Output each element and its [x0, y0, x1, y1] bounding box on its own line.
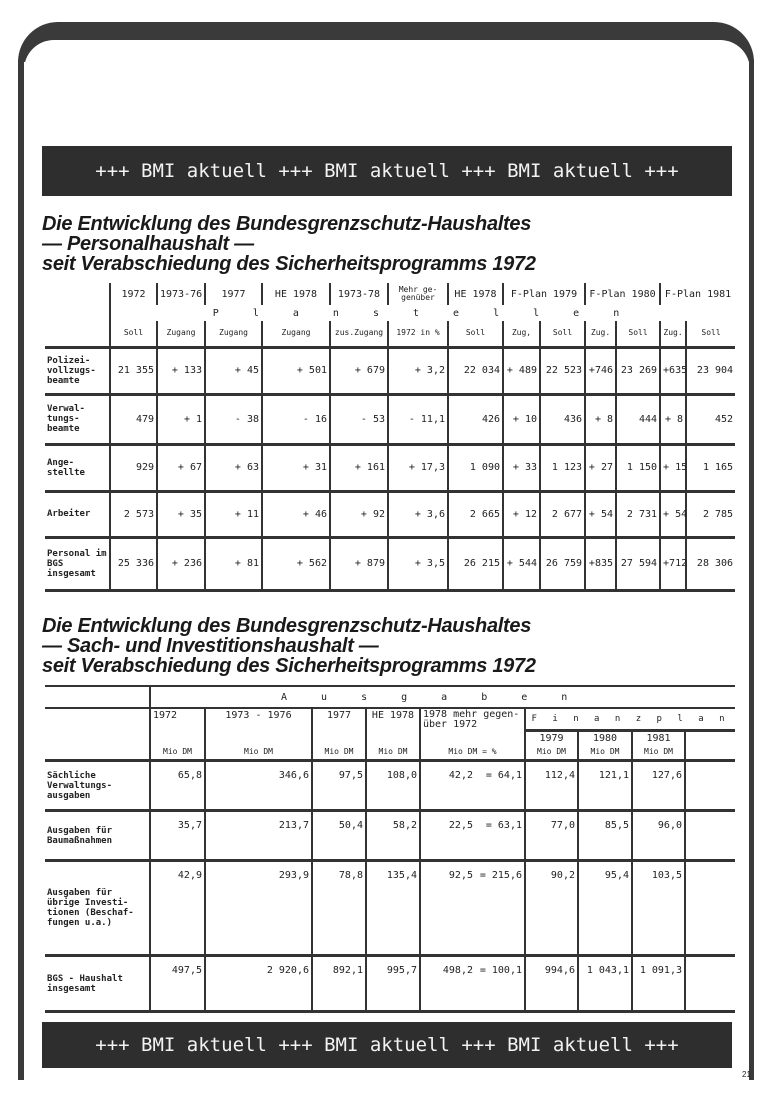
t1-header: 1973-78 [330, 283, 388, 305]
table-cell: + 45 [205, 347, 262, 394]
table-cell: 1 091,3 [632, 956, 685, 1011]
row-label: Sächliche Verwaltungs- ausgaben [45, 761, 150, 811]
t1-header: HE 1978 [448, 283, 503, 305]
table-row [45, 956, 735, 1011]
t2-header: 1977 [312, 708, 366, 745]
title2-line3: seit Verabschiedung des Sicherheitsprogramms 1972 [42, 655, 536, 677]
table-cell: +635 [660, 347, 686, 394]
title2-line2: — Sach- und Investitionshaushalt — [42, 635, 379, 657]
table-cell: 293,9 [205, 861, 312, 956]
table-cell: 42,2 [420, 761, 475, 811]
table-cell: + 1 [157, 394, 205, 444]
t2-unit: Mio DM [205, 745, 312, 761]
t2-header: 1978 mehr gegen- über 1972 [420, 708, 525, 745]
t1-subheader: zus.Zugang [330, 321, 388, 347]
table-cell: 497,5 [150, 956, 205, 1011]
t2-year: 1981 [632, 730, 685, 745]
table-cell: 929 [110, 444, 157, 491]
t2-finanzplan: F i n a n z p l a n [525, 708, 735, 730]
t2-year: 1979 [525, 730, 578, 745]
t1-header: Mehr ge- genüber [388, 283, 448, 305]
row-label: Ausgaben für übrige Investi- tionen (Beschaf- fungen u.a.) [45, 861, 150, 956]
table-cell: 50,4 [312, 811, 366, 861]
t1-header: 1972 [110, 283, 157, 305]
table-cell: 127,6 [632, 761, 685, 811]
sachhaushalt-table [45, 685, 735, 1011]
row-label: Verwal- tungs- beamte [45, 394, 110, 444]
table-cell: 346,6 [205, 761, 312, 811]
t1-subheader: Zug. [660, 321, 686, 347]
t1-subheader: Zug, [503, 321, 540, 347]
page-number: 21 [742, 1070, 751, 1079]
row-label: Ange- stellte [45, 444, 110, 491]
t1-bottom-rule [45, 589, 735, 592]
t2-span-label: A u s g a b e n [150, 686, 735, 708]
table-cell: + 8 [660, 394, 686, 444]
table-cell: 21 355 [110, 347, 157, 394]
t1-header: 1973-76 [157, 283, 205, 305]
t2-header: 1972 [150, 708, 205, 745]
table-cell: + 879 [330, 537, 388, 589]
table-row [45, 861, 735, 956]
t2-header: 1973 - 1976 [205, 708, 312, 745]
table-cell: + 17,3 [388, 444, 448, 491]
table-cell: + 3,5 [388, 537, 448, 589]
table-cell: 2 677 [540, 491, 585, 537]
table-cell: + 35 [157, 491, 205, 537]
table-cell: + 544 [503, 537, 540, 589]
table-cell: +712 [660, 537, 686, 589]
t1-subheader: Zug. [585, 321, 616, 347]
table-cell: 23 904 [686, 347, 735, 394]
table-cell: + 27 [585, 444, 616, 491]
table-cell: 58,2 [366, 811, 420, 861]
t2-unit: Mio DM [312, 745, 366, 761]
blank-cell [685, 761, 735, 811]
table-cell: = 215,6 [475, 861, 525, 956]
table-cell: 892,1 [312, 956, 366, 1011]
table-cell: + 92 [330, 491, 388, 537]
t2-year: 1980 [578, 730, 632, 745]
t1-subheader: Soll [686, 321, 735, 347]
row-label: Polizei- vollzugs- beamte [45, 347, 110, 394]
table-cell: 65,8 [150, 761, 205, 811]
table-cell: 2 573 [110, 491, 157, 537]
table-cell: 103,5 [632, 861, 685, 956]
t2-bottom-rule [45, 1010, 735, 1013]
table-cell: + 236 [157, 537, 205, 589]
bmi-banner-bottom: +++ BMI aktuell +++ BMI aktuell +++ BMI aktuell +++ [42, 1022, 732, 1068]
title1-line1: Die Entwicklung des Bundesgrenzschutz-Haushaltes [42, 213, 532, 235]
table-cell: 108,0 [366, 761, 420, 811]
table-cell: 28 306 [686, 537, 735, 589]
table-cell: 452 [686, 394, 735, 444]
table-cell: + 489 [503, 347, 540, 394]
table-cell: 25 336 [110, 537, 157, 589]
page-left-border [18, 60, 24, 1080]
t1-subheader: Soll [540, 321, 585, 347]
t1-subheader: Soll [110, 321, 157, 347]
table-cell: + 11 [205, 491, 262, 537]
table-cell: + 15 [660, 444, 686, 491]
row-label: BGS - Haushalt insgesamt [45, 956, 150, 1011]
table-cell: 994,6 [525, 956, 578, 1011]
t2-unit: Mio DM [150, 745, 205, 761]
table-cell: 26 215 [448, 537, 503, 589]
table-cell: + 33 [503, 444, 540, 491]
page-right-border [749, 60, 754, 1080]
table-cell: 213,7 [205, 811, 312, 861]
table-cell: + 501 [262, 347, 330, 394]
t1-subheader: Soll [616, 321, 660, 347]
t1-header: F-Plan 1980 [585, 283, 660, 305]
table-cell: 2 920,6 [205, 956, 312, 1011]
t1-span-label: P l a n s t e l l e n [110, 305, 735, 321]
table-cell: - 16 [262, 394, 330, 444]
table-cell: - 38 [205, 394, 262, 444]
t1-pct-label: 1972 in % [388, 321, 448, 347]
table-cell: 23 269 [616, 347, 660, 394]
table-cell: - 11,1 [388, 394, 448, 444]
table-cell: 426 [448, 394, 503, 444]
t1-subheader: Soll [448, 321, 503, 347]
bmi-banner-top: +++ BMI aktuell +++ BMI aktuell +++ BMI aktuell +++ [42, 146, 732, 196]
table-cell: + 562 [262, 537, 330, 589]
table-cell: 27 594 [616, 537, 660, 589]
table-cell: 92,5 [420, 861, 475, 956]
table-cell: + 63 [205, 444, 262, 491]
table-cell: 85,5 [578, 811, 632, 861]
table-cell: 1 150 [616, 444, 660, 491]
t1-header: F-Plan 1981 [660, 283, 735, 305]
t1-subheader: Zugang [205, 321, 262, 347]
blank-cell [685, 956, 735, 1011]
table-cell: 121,1 [578, 761, 632, 811]
table-cell: 96,0 [632, 811, 685, 861]
table-cell: 97,5 [312, 761, 366, 811]
table-cell: + 161 [330, 444, 388, 491]
table-cell: = 63,1 [475, 811, 525, 861]
row-label: Arbeiter [45, 491, 110, 537]
table-row [45, 811, 735, 861]
table-cell: + 133 [157, 347, 205, 394]
title1-line3: seit Verabschiedung des Sicherheitsprogramms 1972 [42, 253, 536, 275]
table-cell: 444 [616, 394, 660, 444]
table-cell: 35,7 [150, 811, 205, 861]
table-cell: + 31 [262, 444, 330, 491]
table-cell: 78,8 [312, 861, 366, 956]
table-cell: = 64,1 [475, 761, 525, 811]
table-cell: + 81 [205, 537, 262, 589]
table-cell: 479 [110, 394, 157, 444]
t1-header: HE 1978 [262, 283, 330, 305]
table-cell: 77,0 [525, 811, 578, 861]
table-cell: - 53 [330, 394, 388, 444]
table-cell: 436 [540, 394, 585, 444]
table-cell: + 54 [585, 491, 616, 537]
personal-table [45, 283, 735, 589]
table-cell: 90,2 [525, 861, 578, 956]
table-cell: 1 090 [448, 444, 503, 491]
table-cell: 2 665 [448, 491, 503, 537]
table-cell: +746 [585, 347, 616, 394]
title1-line2: — Personalhaushalt — [42, 233, 254, 255]
t2-header: HE 1978 [366, 708, 420, 745]
table-row [45, 491, 735, 537]
page-top-inner [24, 40, 750, 80]
table-cell: 1 123 [540, 444, 585, 491]
t2-blank [685, 745, 735, 761]
table-cell: 22 523 [540, 347, 585, 394]
blank-cell [685, 811, 735, 861]
table-row [45, 761, 735, 811]
table-cell: 498,2 [420, 956, 475, 1011]
blank-cell [685, 861, 735, 956]
table-cell: + 67 [157, 444, 205, 491]
table-cell: 2 731 [616, 491, 660, 537]
t1-subheader: Zugang [157, 321, 205, 347]
t2-unit: Mio DM [632, 745, 685, 761]
row-label: Personal im BGS insgesamt [45, 537, 110, 589]
t2-unit: Mio DM = % [420, 745, 525, 761]
table-cell: 135,4 [366, 861, 420, 956]
table-cell: + 679 [330, 347, 388, 394]
table-cell: + 8 [585, 394, 616, 444]
title2-line1: Die Entwicklung des Bundesgrenzschutz-Haushaltes [42, 615, 532, 637]
table-row [45, 537, 735, 589]
table-cell: 2 785 [686, 491, 735, 537]
table-cell: 42,9 [150, 861, 205, 956]
table-cell: 26 759 [540, 537, 585, 589]
table-row [45, 444, 735, 491]
table-row [45, 394, 735, 444]
table-cell: +835 [585, 537, 616, 589]
table-row [45, 347, 735, 394]
table-cell: 1 043,1 [578, 956, 632, 1011]
t2-unit: Mio DM [525, 745, 578, 761]
t2-unit: Mio DM [578, 745, 632, 761]
t1-header: 1977 [205, 283, 262, 305]
table-cell: 22,5 [420, 811, 475, 861]
table-cell: + 12 [503, 491, 540, 537]
table-cell: 995,7 [366, 956, 420, 1011]
table-cell: 22 034 [448, 347, 503, 394]
table-cell: + 3,6 [388, 491, 448, 537]
t1-header: F-Plan 1979 [503, 283, 585, 305]
table-cell: + 46 [262, 491, 330, 537]
t2-unit: Mio DM [366, 745, 420, 761]
table-cell: + 54 [660, 491, 686, 537]
table-cell: 112,4 [525, 761, 578, 811]
t1-subheader: Zugang [262, 321, 330, 347]
table-cell: + 10 [503, 394, 540, 444]
table-cell: + 3,2 [388, 347, 448, 394]
table-cell: = 100,1 [475, 956, 525, 1011]
table-cell: 1 165 [686, 444, 735, 491]
table-cell: 95,4 [578, 861, 632, 956]
row-label: Ausgaben für Baumaßnahmen [45, 811, 150, 861]
